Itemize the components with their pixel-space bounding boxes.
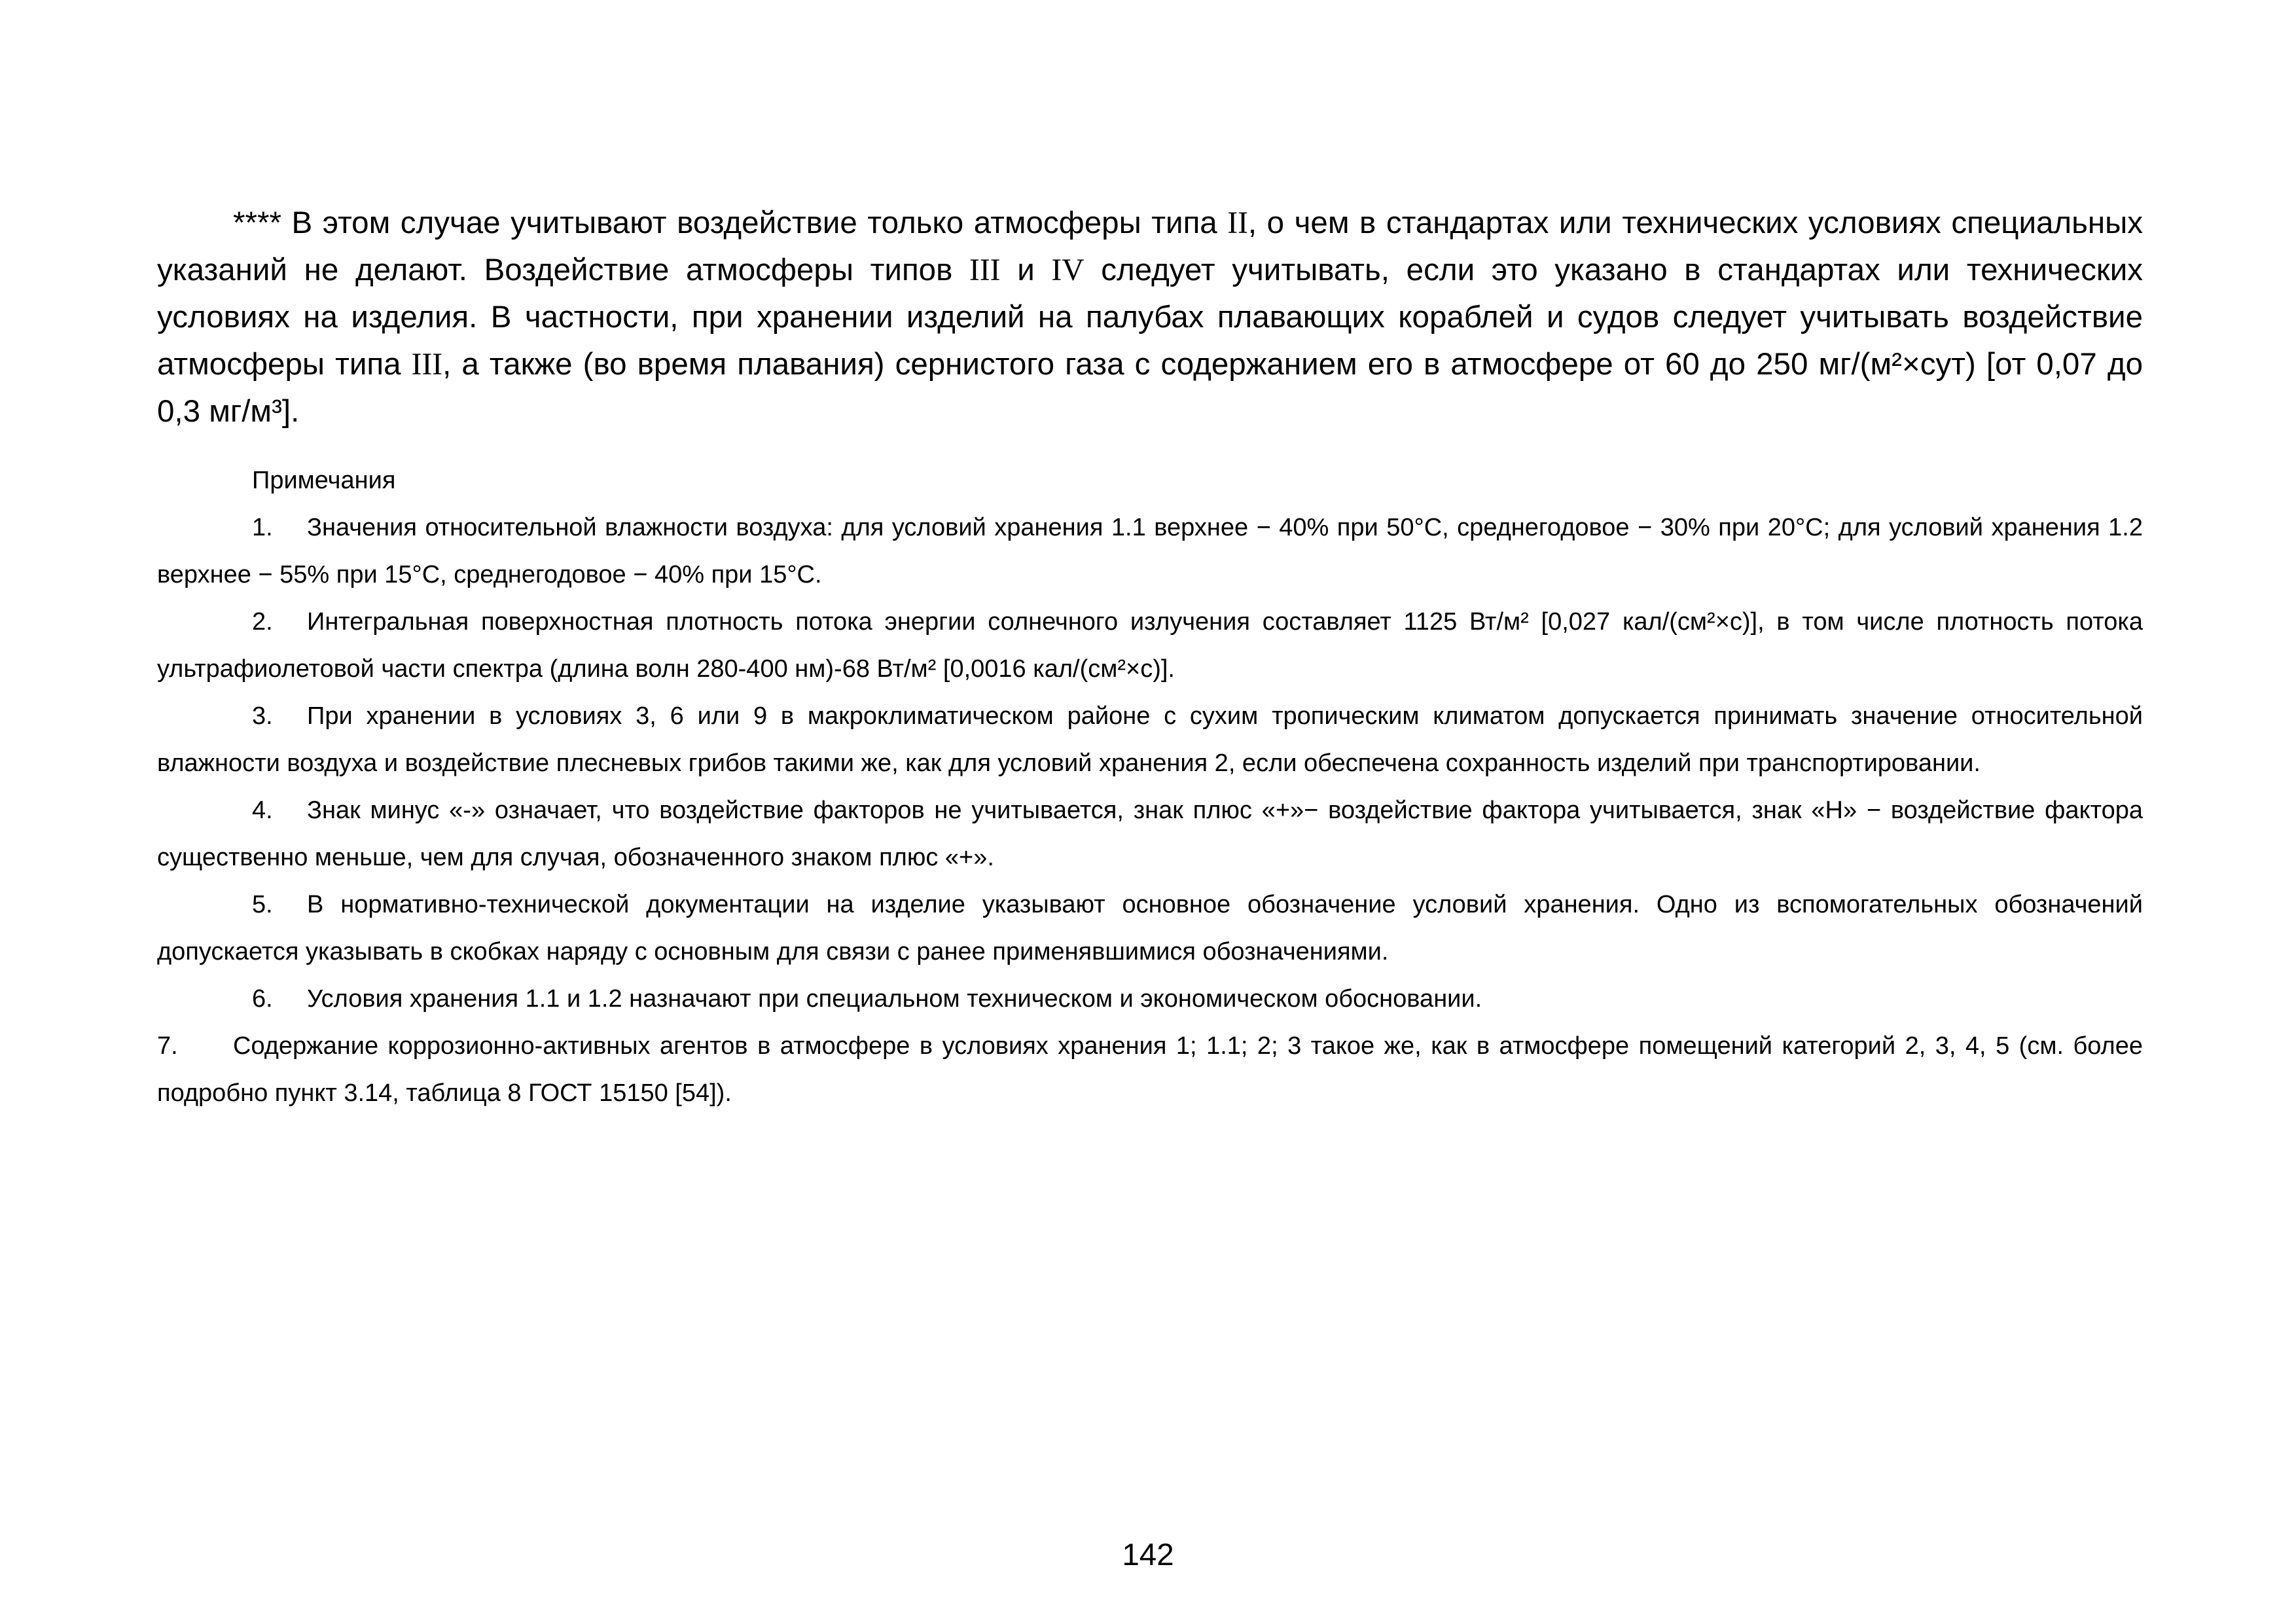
notes-section (157, 457, 2143, 1117)
atmosphere-type-label: III (411, 348, 443, 382)
note-item (157, 881, 2143, 975)
note-number: 3. (252, 702, 273, 730)
note-number: 2. (252, 608, 273, 636)
atmosphere-type-label: III (969, 253, 1001, 287)
atmosphere-type-label: II (1227, 206, 1248, 240)
note-number: 1. (252, 514, 273, 541)
note-item (157, 504, 2143, 598)
notes-heading: Примечания (252, 467, 396, 494)
page-number: 142 (1122, 1538, 1174, 1572)
note-item (157, 598, 2143, 693)
note-text: В нормативно-технической документации на изделие указывают основное обозначение условий хранения. Одно из вспомогательных обозначений допускается указывать в скобках наряду с основным для связи с ранее применявшимися обозначениями. (157, 891, 2143, 965)
note-text: Знак минус «-» означает, что воздействие факторов не учитывается, знак плюс «+»− воздействие фактора учитывается, знак «Н» − воздействие фактора существенно меньше, чем для случая, обозначенного знаком плюс «+». (157, 797, 2143, 871)
note-text: Содержание коррозионно-активных агентов в атмосфере в условиях хранения 1; 1.1; 2; 3 такое же, как в атмосфере помещений категорий 2, 3, 4, 5 (см. более подробно пункт 3.14, таблица 8 ГОСТ 15150 [54]). (157, 1032, 2143, 1107)
note-text: Условия хранения 1.1 и 1.2 назначают при специальном техническом и экономическом обосновании. (307, 985, 1482, 1013)
paragraph-text: , о чем в стандартах или технических условиях специальных указаний не делают. Воздействие атмосферы типов (157, 206, 2144, 287)
note-number: 7. (157, 1032, 178, 1060)
atmosphere-type-label: IV (1051, 253, 1085, 287)
paragraph-text: **** В этом случае учитывают воздействие только атмосферы типа (233, 206, 1228, 240)
note-text: При хранении в условиях 3, 6 или 9 в макроклиматическом районе с сухим тропическим климатом допускается принимать значение относительной влажности воздуха и воздействие плесневых грибов такими же, как для условий хранения 2, если обеспечена сохранность изделий при транспортировании. (157, 702, 2143, 777)
note-number: 5. (252, 891, 273, 918)
note-text: Интегральная поверхностная плотность потока энергии солнечного излучения составляет 1125 Вт/м² [0,027 кал/(см²×с)], в том числе плотность потока ультрафиолетовой части спектра (длина волн 280-400 нм)-68 Вт/м² [0,0016 кал/(см²×с)]. (157, 608, 2143, 683)
note-number: 4. (252, 797, 273, 824)
footnote-paragraph (157, 200, 2143, 435)
note-item (157, 693, 2143, 787)
note-text: Значения относительной влажности воздуха: для условий хранения 1.1 верхнее − 40% при 50°С, среднегодовое − 30% при 20°С; для условий хранения 1.2 верхнее − 55% при 15°С, среднегодовое − 40% при 15°С. (157, 514, 2143, 588)
paragraph-text: и (1000, 253, 1052, 287)
paragraph-text: , а также (во время плавания) сернистого газа с содержанием его в атмосфере от 60 до 250 мг/(м²×сут) [от 0,07 до 0,3 мг/м³]. (157, 347, 2143, 429)
note-item (157, 787, 2143, 881)
paragraph-text: следует учитывать, если это указано в стандартах или технических условиях на изделия. В частности, при хранении изделий на палубах плавающих кораблей и судов следует учитывать воздействие атмосферы типа (157, 253, 2143, 382)
note-item (157, 1022, 2143, 1117)
note-number: 6. (252, 985, 273, 1013)
note-item (157, 975, 2143, 1022)
